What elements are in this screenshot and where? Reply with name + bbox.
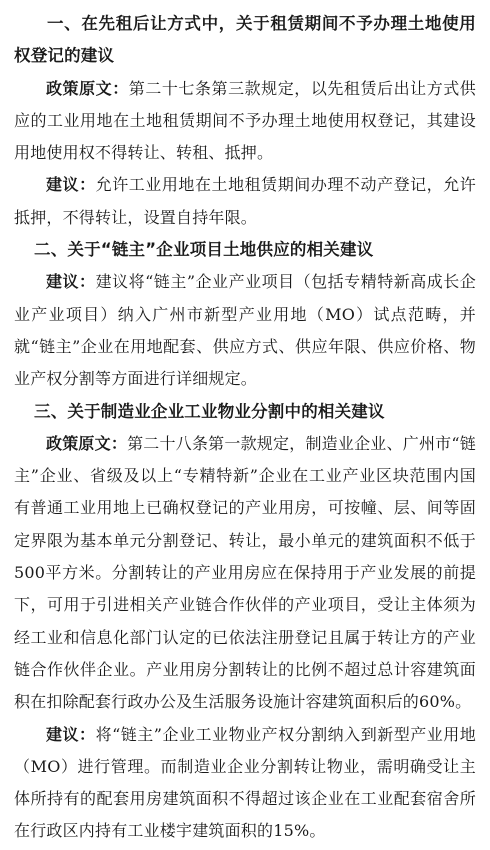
section-1-heading: 一、在先租后让方式中，关于租赁期间不予办理土地使用权登记的建议 (14, 14, 476, 66)
section-1-policy-label: 政策原文： (46, 78, 129, 98)
section-3-suggestion (14, 719, 476, 848)
section-3-suggestion-label: 建议： (46, 724, 96, 744)
section-3-suggestion-text: 将“链主”企业工业物业产权分割纳入到新型产业用地（MO）进行管理。而制造业企业分割转让物业，需明确受让主体所持有的配套用房建筑面积不得超过该企业在工业配套宿舍所在行政区内持有工业楼宇建筑面积的15%。 (14, 724, 476, 841)
section-3-policy-text: 第二十八条第一款规定，制造业企业、广州市“链主”企业、省级及以上“专精特新”企业在工业产业区块范围内国有普通工业用地上已确权登记的产业用房，可按幢、层、间等固定界限为基本单元分割登记、转让，最小单元的建筑面积不低于500平方米。分割转让的产业用房应在保持用于产业发展的前提下，可用于引进相关产业链合作伙伴的产业项目，受让主体须为经工业和信息化部门认定的已依法注册登记且属于转让方的产业链合作伙伴企业。产业用房分割转让的比例不超过总计容建筑面积在扣除配套行政办公及生活服务设施计容建筑面积后的60%。 (14, 433, 476, 712)
section-3-heading: 三、关于制造业企业工业物业分割中的相关建议 (34, 401, 385, 421)
section-1-suggestion-label: 建议： (46, 175, 96, 195)
section-1-policy (14, 73, 476, 170)
section-3-policy-label: 政策原文： (46, 433, 128, 453)
section-1-policy-text: 第二十七条第三款规定，以先租赁后出让方式供应的工业用地在土地租赁期间不予办理土地使用权登记，其建设用地使用权不得转让、转租、抵押。 (14, 78, 476, 163)
section-1-suggestion (14, 169, 476, 234)
section-2-suggestion (14, 266, 476, 395)
section-1-suggestion-text: 允许工业用地在土地租赁期间办理不动产登记，允许抵押，不得转让，设置自持年限。 (14, 175, 476, 227)
section-2-suggestion-label: 建议： (46, 272, 96, 292)
section-2-suggestion-text: 建议将“链主”企业产业项目（包括专精特新高成长企业产业项目）纳入广州市新型产业用地（MO）试点范畴，并就“链主”企业在用地配套、供应方式、供应年限、供应价格、物业产权分割等方面进行详细规定。 (14, 272, 476, 389)
section-3-policy (14, 428, 476, 719)
section-2-heading: 二、关于“链主”企业项目土地供应的相关建议 (34, 240, 374, 260)
